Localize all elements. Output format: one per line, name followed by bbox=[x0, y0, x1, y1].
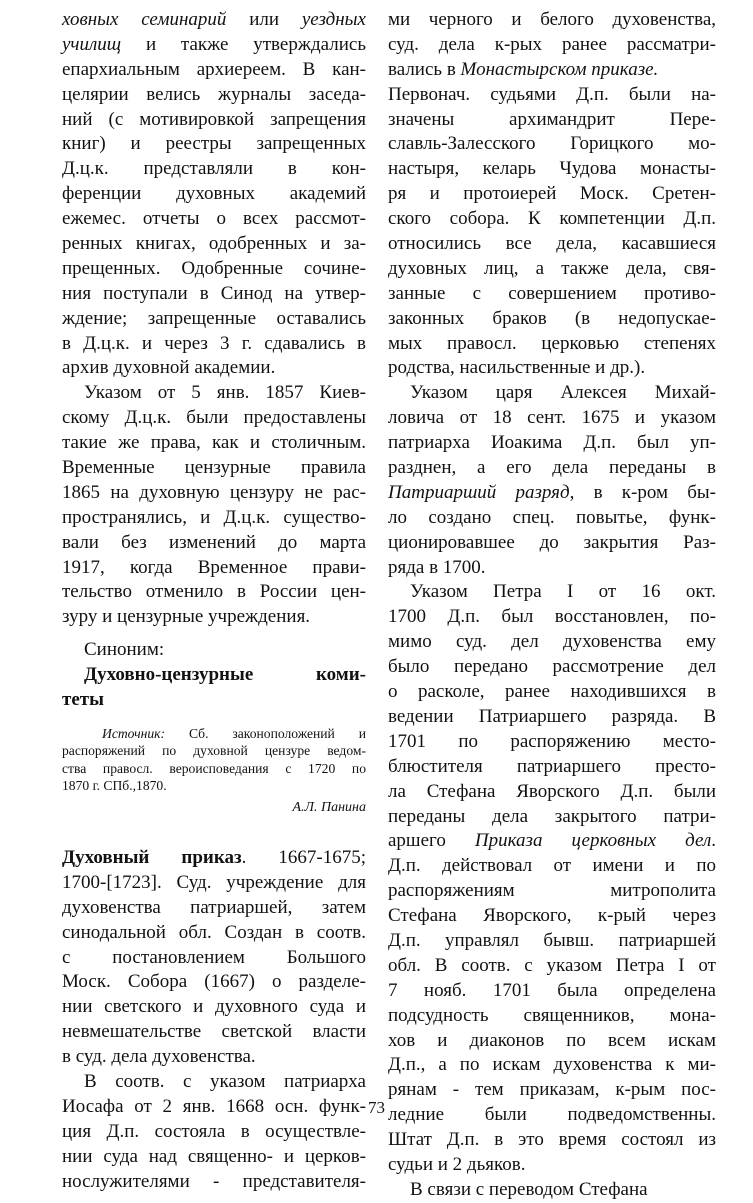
text-line: Д.п., а по искам духовенства к ми- bbox=[388, 1054, 716, 1076]
text-line: Временные цензурные правила bbox=[62, 457, 366, 479]
text-line: относились все дела, касавшиеся bbox=[388, 233, 716, 255]
text-line: ловича от 18 сент. 1675 и указом bbox=[388, 407, 716, 429]
text-line: зуру и цензурные учреждения. bbox=[62, 606, 311, 628]
text-line: Д.п. действовал от имени и по bbox=[388, 855, 716, 877]
text-line: мимо суд. дел духовенства ему bbox=[388, 631, 716, 653]
text-line: судьи и 2 дьяков. bbox=[388, 1153, 526, 1175]
text-line: пространялись, и Д.ц.к. существо- bbox=[62, 506, 366, 528]
text-line: патриарха Иоакима Д.п. был уп- bbox=[388, 432, 716, 454]
text-line: рянам - тем приказам, к-рым пос- bbox=[388, 1079, 716, 1101]
text-line: 1865 на духовную цензуру не рас- bbox=[62, 481, 366, 503]
text-line: разднен, а его дела переданы в bbox=[388, 457, 716, 479]
italic-term: Источник: bbox=[102, 725, 166, 741]
text-line: переданы дела закрытого патри- bbox=[388, 805, 716, 827]
text-line: распоряжениям митрополита bbox=[388, 880, 716, 902]
text-line: ционировавшее до закрытия Раз- bbox=[388, 531, 716, 553]
text-line: теты bbox=[62, 689, 104, 711]
text-line: с постановлением Большого bbox=[62, 946, 366, 968]
text-line: Д.п. управлял бывш. патриаршей bbox=[388, 929, 716, 951]
text-line: ми черного и белого духовенства, bbox=[388, 9, 716, 30]
text-line: Д.ц.к. представляли в кон- bbox=[62, 158, 366, 180]
text-line: настыря, келарь Чудова монасты- bbox=[388, 158, 716, 180]
text-line: ренных книгах, одобренных и за- bbox=[62, 233, 366, 255]
text-line: ряда в 1700. bbox=[388, 556, 486, 578]
text-line: ний (с мотивировкой запрещения bbox=[62, 108, 366, 130]
text-line: ря и протоиерей Моск. Сретен- bbox=[388, 183, 716, 205]
text-line: 1700 Д.п. был восстановлен, по- bbox=[388, 606, 716, 628]
italic-term: училищ bbox=[62, 33, 122, 55]
text-line: ховных семинарий или уездных bbox=[62, 9, 366, 30]
text-line: В связи с переводом Стефана bbox=[410, 1178, 648, 1200]
text-line: такие же права, как и столичным. bbox=[62, 432, 366, 454]
text-line: значены архимандрит Пере- bbox=[388, 108, 716, 130]
text-line: В соотв. с указом патриарха bbox=[84, 1070, 366, 1092]
text-line: 1700-[1723]. Суд. учреждение для bbox=[62, 871, 366, 893]
text-line: невмешательстве светской власти bbox=[62, 1021, 366, 1043]
paragraph bbox=[388, 580, 716, 1177]
italic-term: уездных bbox=[301, 9, 366, 30]
italic-term: Приказа церковных дел bbox=[474, 830, 712, 852]
text-line: о расколе, ранее находившихся в bbox=[388, 681, 716, 703]
text-line: нии суда над священно- и церков- bbox=[62, 1145, 366, 1167]
right-column bbox=[388, 8, 716, 1203]
text-line: училищ и также утверждались bbox=[62, 33, 366, 55]
text-line: Стефана Яворского, к-рый через bbox=[388, 905, 716, 927]
paragraph bbox=[388, 1178, 716, 1203]
text-line: 1870 г. СПб.,1870. bbox=[62, 778, 167, 794]
italic-term: ховных семинарий bbox=[62, 9, 227, 30]
paragraph bbox=[62, 8, 366, 381]
text-line: Первонач. судьями Д.п. были на- bbox=[388, 83, 716, 105]
page-number: 73 bbox=[368, 1098, 385, 1117]
text-line: ция Д.п. состояла в осуществле- bbox=[62, 1120, 366, 1142]
paragraph bbox=[62, 1070, 366, 1194]
paragraph bbox=[388, 381, 716, 580]
text-line: ждение; запрещенные оставались bbox=[62, 307, 366, 329]
text-line: родства, насильственные и др.). bbox=[388, 357, 646, 379]
text-line: суд. дела к-рых ранее рассматри- bbox=[388, 33, 716, 55]
text-line: 1701 по распоряжению место- bbox=[388, 730, 716, 752]
text-line: ежемес. отчеты о всех рассмот- bbox=[62, 208, 366, 230]
paragraph bbox=[62, 638, 366, 713]
text-line: Духовно-цензурные коми- bbox=[84, 664, 366, 686]
text-line: ледние были подведомственны. bbox=[388, 1104, 716, 1126]
text-line: Моск. Собора (1667) о разделе- bbox=[62, 971, 366, 993]
paragraph bbox=[388, 8, 716, 381]
text-line: духовенства патриаршей, затем bbox=[62, 896, 366, 918]
text-line: вали без изменений до марта bbox=[62, 531, 366, 553]
italic-term: Монастырском приказе. bbox=[460, 58, 659, 80]
text-line: Указом от 5 янв. 1857 Киев- bbox=[84, 382, 366, 404]
text-line: ло создано спец. повытье, функ- bbox=[388, 506, 716, 528]
author-signature: А.Л. Панина bbox=[292, 799, 366, 815]
text-line: синодальной обл. Создан в соотв. bbox=[62, 921, 366, 943]
text-line: ства правосл. вероисповедания с 1720 по bbox=[62, 760, 366, 776]
text-line: Патриарший разряд, в к-ром бы- bbox=[388, 481, 717, 503]
text-line: Указом Петра I от 16 окт. bbox=[410, 581, 716, 603]
text-line: славль-Залесского Горицкого мо- bbox=[388, 133, 716, 155]
italic-term: Патриарший разряд bbox=[388, 481, 570, 503]
text-line: Духовный приказ. 1667-1675; bbox=[62, 846, 367, 868]
text-line: ла Стефана Яворского Д.п. были bbox=[388, 780, 716, 802]
text-line: ского собора. К компетенции Д.п. bbox=[388, 208, 716, 230]
text-line: архив духовной академии. bbox=[62, 357, 276, 379]
text-line: аршего Приказа церковных дел. bbox=[388, 830, 716, 852]
text-line: ния поступали в Синод на утвер- bbox=[62, 282, 366, 304]
text-line: было передано рассмотрение дел bbox=[388, 656, 716, 678]
text-line: вались в Монастырском приказе. bbox=[388, 58, 659, 80]
text-line: Указом царя Алексея Михай- bbox=[410, 382, 716, 404]
text-line: Источник: Сб. законоположений и bbox=[102, 725, 366, 741]
paragraph bbox=[62, 381, 366, 630]
text-line: в Д.ц.к. и через 3 г. сдавались в bbox=[62, 332, 366, 354]
text-line: епархиальным архиереем. В кан- bbox=[62, 58, 366, 80]
text-line: подсудность священников, мона- bbox=[388, 1004, 716, 1026]
left-column bbox=[62, 8, 366, 1194]
text-line: целярии велись журналы заседа- bbox=[62, 83, 366, 105]
text-line: нослужителями - представителя- bbox=[62, 1170, 366, 1192]
text-line: ведении Патриаршего разряда. В bbox=[388, 705, 716, 727]
text-line: распоряжений по духовной цензуре ведом- bbox=[62, 743, 366, 759]
entry-heading: Духовный приказ bbox=[62, 846, 242, 868]
text-line: хов и диаконов по всем искам bbox=[388, 1029, 716, 1051]
text-line: скому Д.ц.к. были предоставлены bbox=[62, 407, 366, 429]
text-line: Иосафа от 2 янв. 1668 осн. функ- bbox=[62, 1095, 366, 1117]
text-line: в суд. дела духовенства. bbox=[62, 1046, 256, 1068]
text-line: законных браков (в недопускае- bbox=[388, 307, 716, 329]
text-line: нии светского и духовного суда и bbox=[62, 996, 366, 1018]
text-line: 1917, когда Временное прави- bbox=[62, 556, 366, 578]
text-line: Штат Д.п. в это время состоял из bbox=[388, 1129, 716, 1151]
text-line: тельство отменило в России цен- bbox=[62, 581, 366, 603]
text-line: Синоним: bbox=[84, 639, 165, 661]
text-line: духовных лиц, а также дела, свя- bbox=[388, 257, 716, 279]
text-line: мых правосл. церковью степенях bbox=[388, 332, 716, 354]
text-line: блюстителя патриаршего престо- bbox=[388, 755, 716, 777]
text-line: 7 нояб. 1701 была определена bbox=[388, 979, 716, 1001]
text-line: прещенных. Одобренные сочине- bbox=[62, 257, 366, 279]
source-note bbox=[62, 725, 366, 816]
paragraph bbox=[62, 846, 366, 1070]
text-line: занные с совершением противо- bbox=[388, 282, 716, 304]
text-line: обл. В соотв. с указом Петра I от bbox=[388, 954, 716, 976]
text-line: книг) и реестры запрещенных bbox=[62, 133, 366, 155]
text-line: ференции духовных академий bbox=[62, 183, 366, 205]
